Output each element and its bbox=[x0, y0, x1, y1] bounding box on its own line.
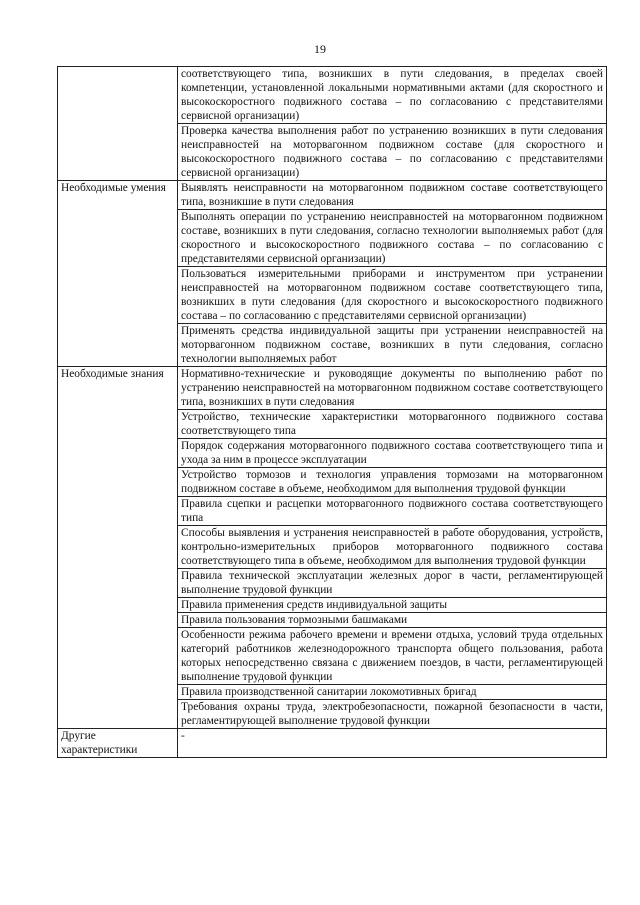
row-label: Другие характеристики bbox=[58, 729, 178, 758]
row-label: Необходимые умения bbox=[58, 181, 178, 367]
row-label bbox=[58, 67, 178, 181]
table-row bbox=[58, 181, 607, 210]
requirement-item: Выявлять неисправности на моторвагонном подвижном составе соответствующего типа, возникшие в пути следования bbox=[178, 181, 607, 210]
requirement-item: соответствующего типа, возникших в пути следования, в пределах своей компетенции, установленной локальными нормативными актами (для скоростного и высокоскоростного подвижного состава – по согласованию с представителями сервисной организации) bbox=[178, 67, 607, 124]
requirement-item: Правила производственной санитарии локомотивных бригад bbox=[178, 685, 607, 700]
requirement-item: Требования охраны труда, электробезопасности, пожарной безопасности в части, регламентирующей выполнение трудовой функции bbox=[178, 700, 607, 729]
requirement-item: Устройство, технические характеристики моторвагонного подвижного состава соответствующего типа bbox=[178, 410, 607, 439]
requirement-item: Правила применения средств индивидуальной защиты bbox=[178, 598, 607, 613]
requirement-item: Выполнять операции по устранению неисправностей на моторвагонном подвижном составе, возникших в пути следования, согласно технологии выполняемых работ (для скоростного и высокоскоростного подвижного состава – по согласованию с представителями сервисной организации) bbox=[178, 210, 607, 267]
requirement-item: Правила технической эксплуатации железных дорог в части, регламентирующей выполнение трудовой функции bbox=[178, 569, 607, 598]
requirement-item: - bbox=[178, 729, 607, 758]
requirement-item: Правила пользования тормозными башмаками bbox=[178, 613, 607, 628]
page-number: 19 bbox=[314, 42, 326, 56]
requirement-item: Правила сцепки и расцепки моторвагонного подвижного состава соответствующего типа bbox=[178, 497, 607, 526]
requirement-item: Нормативно-технические и руководящие документы по выполнению работ по устранению неисправностей на моторвагонном подвижном составе соответствующего типа, возникших в пути следования bbox=[178, 367, 607, 410]
row-label: Необходимые знания bbox=[58, 367, 178, 729]
requirements-table bbox=[57, 66, 607, 758]
requirement-item: Порядок содержания моторвагонного подвижного состава соответствующего типа и ухода за ним в процессе эксплуатации bbox=[178, 439, 607, 468]
requirement-item: Устройство тормозов и технология управления тормозами на моторвагонном подвижном составе в объеме, необходимом для выполнения трудовой функции bbox=[178, 468, 607, 497]
requirement-item: Пользоваться измерительными приборами и инструментом при устранении неисправностей на моторвагонном подвижном составе соответствующего типа, возникших в пути следования (для скоростного и высокоскоростного подвижного состава – по согласованию с представителями сервисной организации) bbox=[178, 267, 607, 324]
table-row bbox=[58, 67, 607, 124]
requirement-item: Проверка качества выполнения работ по устранению возникших в пути следования неисправностей на моторвагонном подвижном составе (для скоростного и высокоскоростного подвижного состава – по согласованию с представителями сервисной организации) bbox=[178, 124, 607, 181]
table-row bbox=[58, 367, 607, 410]
requirement-item: Способы выявления и устранения неисправностей в работе оборудования, устройств, контрольно-измерительных приборов моторвагонного подвижного состава соответствующего типа в объеме, необходимом для выполнения трудовой функции bbox=[178, 526, 607, 569]
table-row bbox=[58, 729, 607, 758]
requirement-item: Применять средства индивидуальной защиты при устранении неисправностей на моторвагонном подвижном составе, возникших в пути следования, согласно технологии выполняемых работ bbox=[178, 324, 607, 367]
requirement-item: Особенности режима рабочего времени и времени отдыха, условий труда отдельных категорий работников железнодорожного транспорта общего пользования, работа которых непосредственно связана с движением поездов, в части, регламентирующей выполнение трудовой функции bbox=[178, 628, 607, 685]
